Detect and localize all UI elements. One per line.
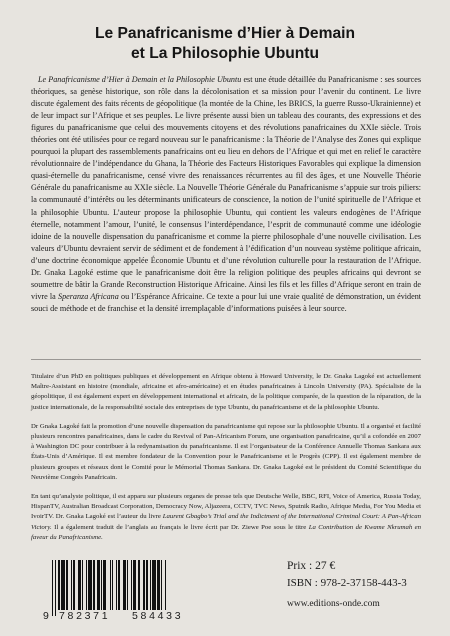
barcode-bar <box>157 560 160 610</box>
barcode-bar <box>150 560 151 610</box>
barcode-bar <box>71 560 72 610</box>
barcode-bar <box>112 560 113 610</box>
barcode-bar <box>118 560 119 610</box>
book-title-line1: Le Panafricanisme d’Hier à Demain <box>95 25 355 42</box>
summary-italic-term: Speranza Africana <box>58 291 119 301</box>
barcode-bar <box>97 560 100 610</box>
barcode-bars <box>52 560 202 610</box>
isbn-barcode <box>40 560 210 626</box>
barcode-bar <box>138 560 139 610</box>
barcode-bar <box>127 560 128 610</box>
barcode-bar <box>110 560 111 610</box>
bio-p3-text-b: Il a également traduit de l’anglais au français le livre écrit par Dr. Ziewe Poe sous le titre <box>51 523 309 531</box>
barcode-right-digits: 584433 <box>132 610 184 622</box>
section-divider <box>31 359 421 360</box>
barcode-bar <box>103 560 106 610</box>
bio-p3-book-title: Laurent Gbagbo’s Trial and the Indictment of the International Criminal Court: A Pan-African Victory. <box>31 513 421 531</box>
summary-book-title: Le Panafricanisme d’Hier à Demain et la Philosophie Ubuntu <box>38 75 242 84</box>
summary-paragraph <box>31 74 421 315</box>
barcode-bar <box>161 560 162 610</box>
bio-p3-translated-title: La Contribution de Kwame Nkrumah en faveur du Panafricanisme. <box>31 523 421 541</box>
price-label: Prix : 27 € <box>287 560 336 572</box>
barcode-bar <box>131 560 132 610</box>
book-title-line2: et La Philosophie Ubuntu <box>131 45 319 62</box>
barcode-first-digit: 9 <box>43 610 52 622</box>
author-bio <box>31 372 421 552</box>
barcode-bar <box>152 560 156 610</box>
bio-p3-text-a: En tant qu’analyste politique, il est apparu sur plusieurs organes de presse tels que Deutsche Welle, BBC, RFI, Voice of America, Russia Today, HispanTV, Australian Broadcast Corporation, Democracy Now, Aljazeera, CCTV, TVC News, Sputnik Radio, Afrique Media, For You Media et IvoirTV. Dr. Gnaka Lagoké est l’auteur du livre <box>31 493 421 521</box>
barcode-bar <box>78 560 81 610</box>
barcode-bar <box>93 560 94 610</box>
barcode-bar <box>165 560 166 610</box>
barcode-bar <box>61 560 65 610</box>
barcode-bar <box>101 560 102 610</box>
barcode-bar <box>82 560 83 610</box>
barcode-bar <box>73 560 74 610</box>
barcode-bar <box>86 560 87 610</box>
book-summary <box>31 74 421 315</box>
bio-paragraph-1: Titulaire d’un PhD en politiques publiques et développement en Afrique obtenu à Howard University, le Dr. Gnaka Lagoké est actuellement Maître-Assistant en histoire (mondiale, africaine et afro-américaine) et en études panafricaines à Lincoln University (PA). Spécialiste de la géopolitique, il est également expert en développement international et africain, de la politique comparée, de la question de la réparation, de la justice internationale, de la responsabilité sociale des entreprises de type Ubuntu, du panafricanisme et de la philosophie Ubuntu. <box>31 373 421 411</box>
barcode-bar <box>88 560 92 610</box>
barcode-bar <box>66 560 69 610</box>
book-title <box>0 24 450 64</box>
barcode-bar <box>58 560 59 610</box>
bio-paragraph-2: Dr Gnaka Lagoké fait la promotion d’une nouvelle dispensation du panafricanisme qui repose sur la philosophie Ubuntu. Il a organisé et facilité plusieurs rencontres panafricaines, dans le cadre du Revival of Pan-Africanism Forum, une organisation panafricaine, qu’il a cofondée en 2007 à Washington DC pour contribuer à la redynamisation du panafricanisme. Il est l’organisateur de la Conférence Annuelle Thomas Sankara aux États-Unis d’Amérique. Il est membre fondateur de la Convention pour le Panafricanisme et le Progrès (CPP). Il est également membre de plusieurs groupes et réseaux dont le Comité pour le Mémorial Thomas Sankara. Dr. Gnaka Lagoké est le président du Comité Scientifique du Neuvième Congrès Panafricain. <box>31 422 421 481</box>
barcode-bar <box>116 560 117 610</box>
barcode-bar <box>123 560 126 610</box>
barcode-bar <box>55 560 56 616</box>
barcode-bar <box>146 560 149 610</box>
barcode-bar <box>52 560 53 616</box>
bio-paragraph-3 <box>31 492 421 543</box>
barcode-left-digits: 782371 <box>59 610 111 622</box>
isbn-label: ISBN : 978-2-37158-443-3 <box>287 577 407 589</box>
summary-text-a: est une étude détaillée du Panafricanisme : ses sources théoriques, sa genèse historique, son rôle dans la décolonisation et sa mission pour l’avenir du continent. Le livre discute également des faits récents de géopolitique (la montée de la Chine, les BRICS, la guerre Russo-Ukrainienne) et de leur impact sur l’Afrique et ses peuples. Le livre présente aussi bien un tableau des courants, des expressions et des figures du panafricanisme que celui des mouvements citoyens et des révolutions panafricaines du XXIe siècle. Trois théories ont été utilisées pour ce regard nouveau sur le panafricanisme : la Théorie de l’Analyse des Zones qui explique pourquoi la plupart des rassemblements panafricains ont eu lieu en dehors de l’Afrique et qui met en relief le caractère révolutionnaire de l’indépendance du Ghana, la Théorie des Facteurs Historiques Favorables qui explique la dimension quasi-éternelle du panafricanisme, censé vivre des renaissances récurrentes au fil des âges, et une Nouvelle Théorie Générale du panafricanisme au XXIe siècle. La Nouvelle Théorie Générale du Panafricanisme s’appuie sur trois piliers: la communauté d’intérêts ou les déterminants unificateurs de conscience, la notion de l’unité spirituelle de l’Afrique et la philosophie Ubuntu. L’auteur propose la philosophie Ubuntu, qui contient les valeurs endogènes de l’Afrique éternelle, notamment l’amour, l’unité, le consensus l’interdépendance, l’esprit de communauté comme une idéologie idoine de la nouvelle dispensation du panafricanisme et comme la pierre philosophale d’une nouvelle civilisation. Les valeurs d’Ubuntu devraient servir de sédiment et de fondement à l’édification d’un nouveau système politique africain, d’une doctrine économique appelée Économie Ubuntu et d’une révolution culturelle pour la restauration de l’Afrique. Dr. Gnaka Lagoké estime que le panafricanisme doit être la religion politique des peuples africains qui devront se soumettre de bâtir la Grande Reconstruction Historique Africaine. Ainsi les fils et les filles d’Afrique seront en train de vivre la <box>31 75 421 301</box>
summary-text-b: ou l’Espérance Africaine. Ce texte a pour lui une vraie qualité de démonstration, un évident souci de méthode et de franchise et la densité irremplaçable d’informations puisées à leur source. <box>31 291 422 313</box>
publisher-website: www.editions-onde.com <box>287 599 380 609</box>
barcode-bar <box>143 560 144 610</box>
barcode-bar <box>133 560 136 610</box>
